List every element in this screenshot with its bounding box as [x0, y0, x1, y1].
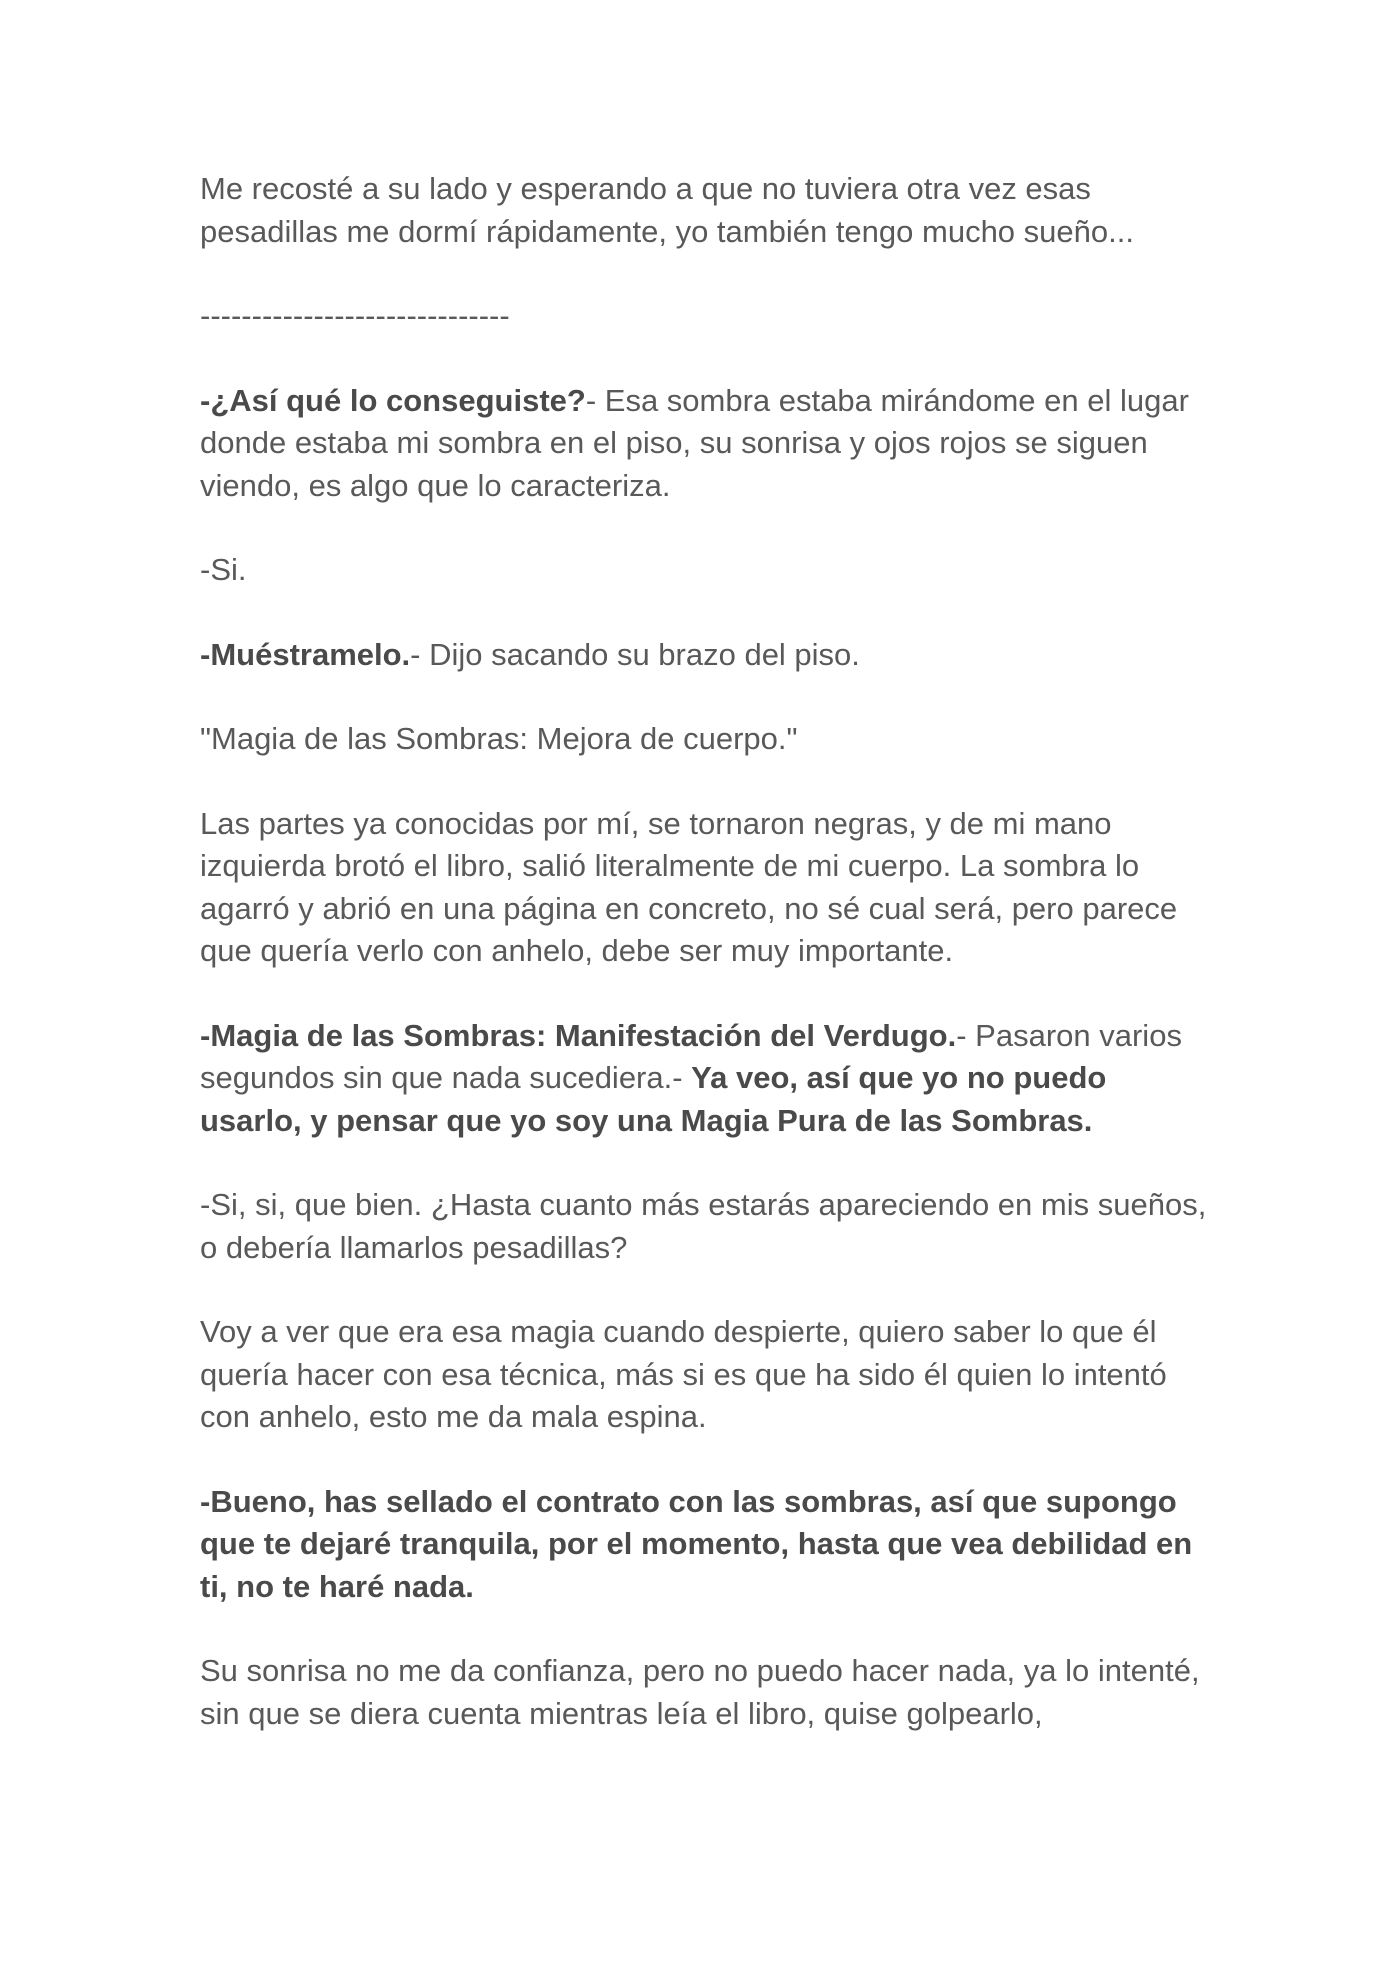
paragraph-12 — [200, 1650, 1210, 1735]
dialogue-bold: -Magia de las Sombras: Manifestación del Verdugo. — [200, 1017, 957, 1053]
document-page — [200, 168, 1210, 1777]
dialogue-bold: -Bueno, has sellado el contrato con las sombras, así que supongo que te dejaré tranquila, por el momento, hasta que vea debilidad en ti, no te haré nada. — [200, 1483, 1193, 1604]
paragraph-6-text: "Magia de las Sombras: Mejora de cuerpo." — [200, 721, 798, 756]
paragraph-10 — [200, 1311, 1210, 1439]
paragraph-5 — [200, 634, 1210, 677]
paragraph-8-text: - Pasaron varios segundos sin que nada sucediera.- — [200, 1017, 1182, 1095]
paragraph-6 — [200, 718, 1210, 761]
paragraph-3 — [200, 380, 1210, 508]
dialogue-bold-2: Ya veo, así que yo no puedo usarlo, y pensar que yo soy una Magia Pura de las Sombras. — [200, 1060, 1107, 1138]
paragraph-12-text: Su sonrisa no me da confianza, pero no puedo hacer nada, ya lo intenté, sin que se diera cuenta mientras leía el libro, quise golpearlo, — [200, 1653, 1200, 1731]
paragraph-11 — [200, 1481, 1210, 1609]
paragraph-7 — [200, 803, 1210, 973]
paragraph-9-text: -Si, si, que bien. ¿Hasta cuanto más estarás apareciendo en mis sueños, o debería llamarlos pesadillas? — [200, 1187, 1207, 1265]
paragraph-10-text: Voy a ver que era esa magia cuando despierte, quiero saber lo que él quería hacer con esa técnica, más si es que ha sido él quien lo intentó con anhelo, esto me da mala espina. — [200, 1314, 1167, 1434]
paragraph-4 — [200, 549, 1210, 592]
dialogue-bold: -Muéstramelo. — [200, 636, 411, 672]
dialogue-bold: -¿Así qué lo conseguiste? — [200, 382, 586, 418]
paragraph-5-text: - Dijo sacando su brazo del piso. — [410, 636, 860, 672]
paragraph-4-text: -Si. — [200, 552, 247, 587]
paragraph-9 — [200, 1184, 1210, 1269]
paragraph-1-text: Me recosté a su lado y esperando a que no tuviera otra vez esas pesadillas me dormí rápidamente, yo también tengo mucho sueño... — [200, 171, 1134, 249]
separator-text: ------------------------------ — [200, 298, 510, 333]
paragraph-8 — [200, 1015, 1210, 1143]
paragraph-3-text: - Esa sombra estaba mirándome en el lugar donde estaba mi sombra en el piso, su sonrisa y ojos rojos se siguen viendo, es algo que lo caracteriza. — [200, 382, 1189, 503]
paragraph-1 — [200, 168, 1210, 253]
scene-separator — [200, 295, 1210, 338]
paragraph-7-text: Las partes ya conocidas por mí, se tornaron negras, y de mi mano izquierda brotó el libro, salió literalmente de mi cuerpo. La sombra lo agarró y abrió en una página en concreto, no sé cual será, pero parece que quería verlo con anhelo, debe ser muy importante. — [200, 805, 1178, 968]
